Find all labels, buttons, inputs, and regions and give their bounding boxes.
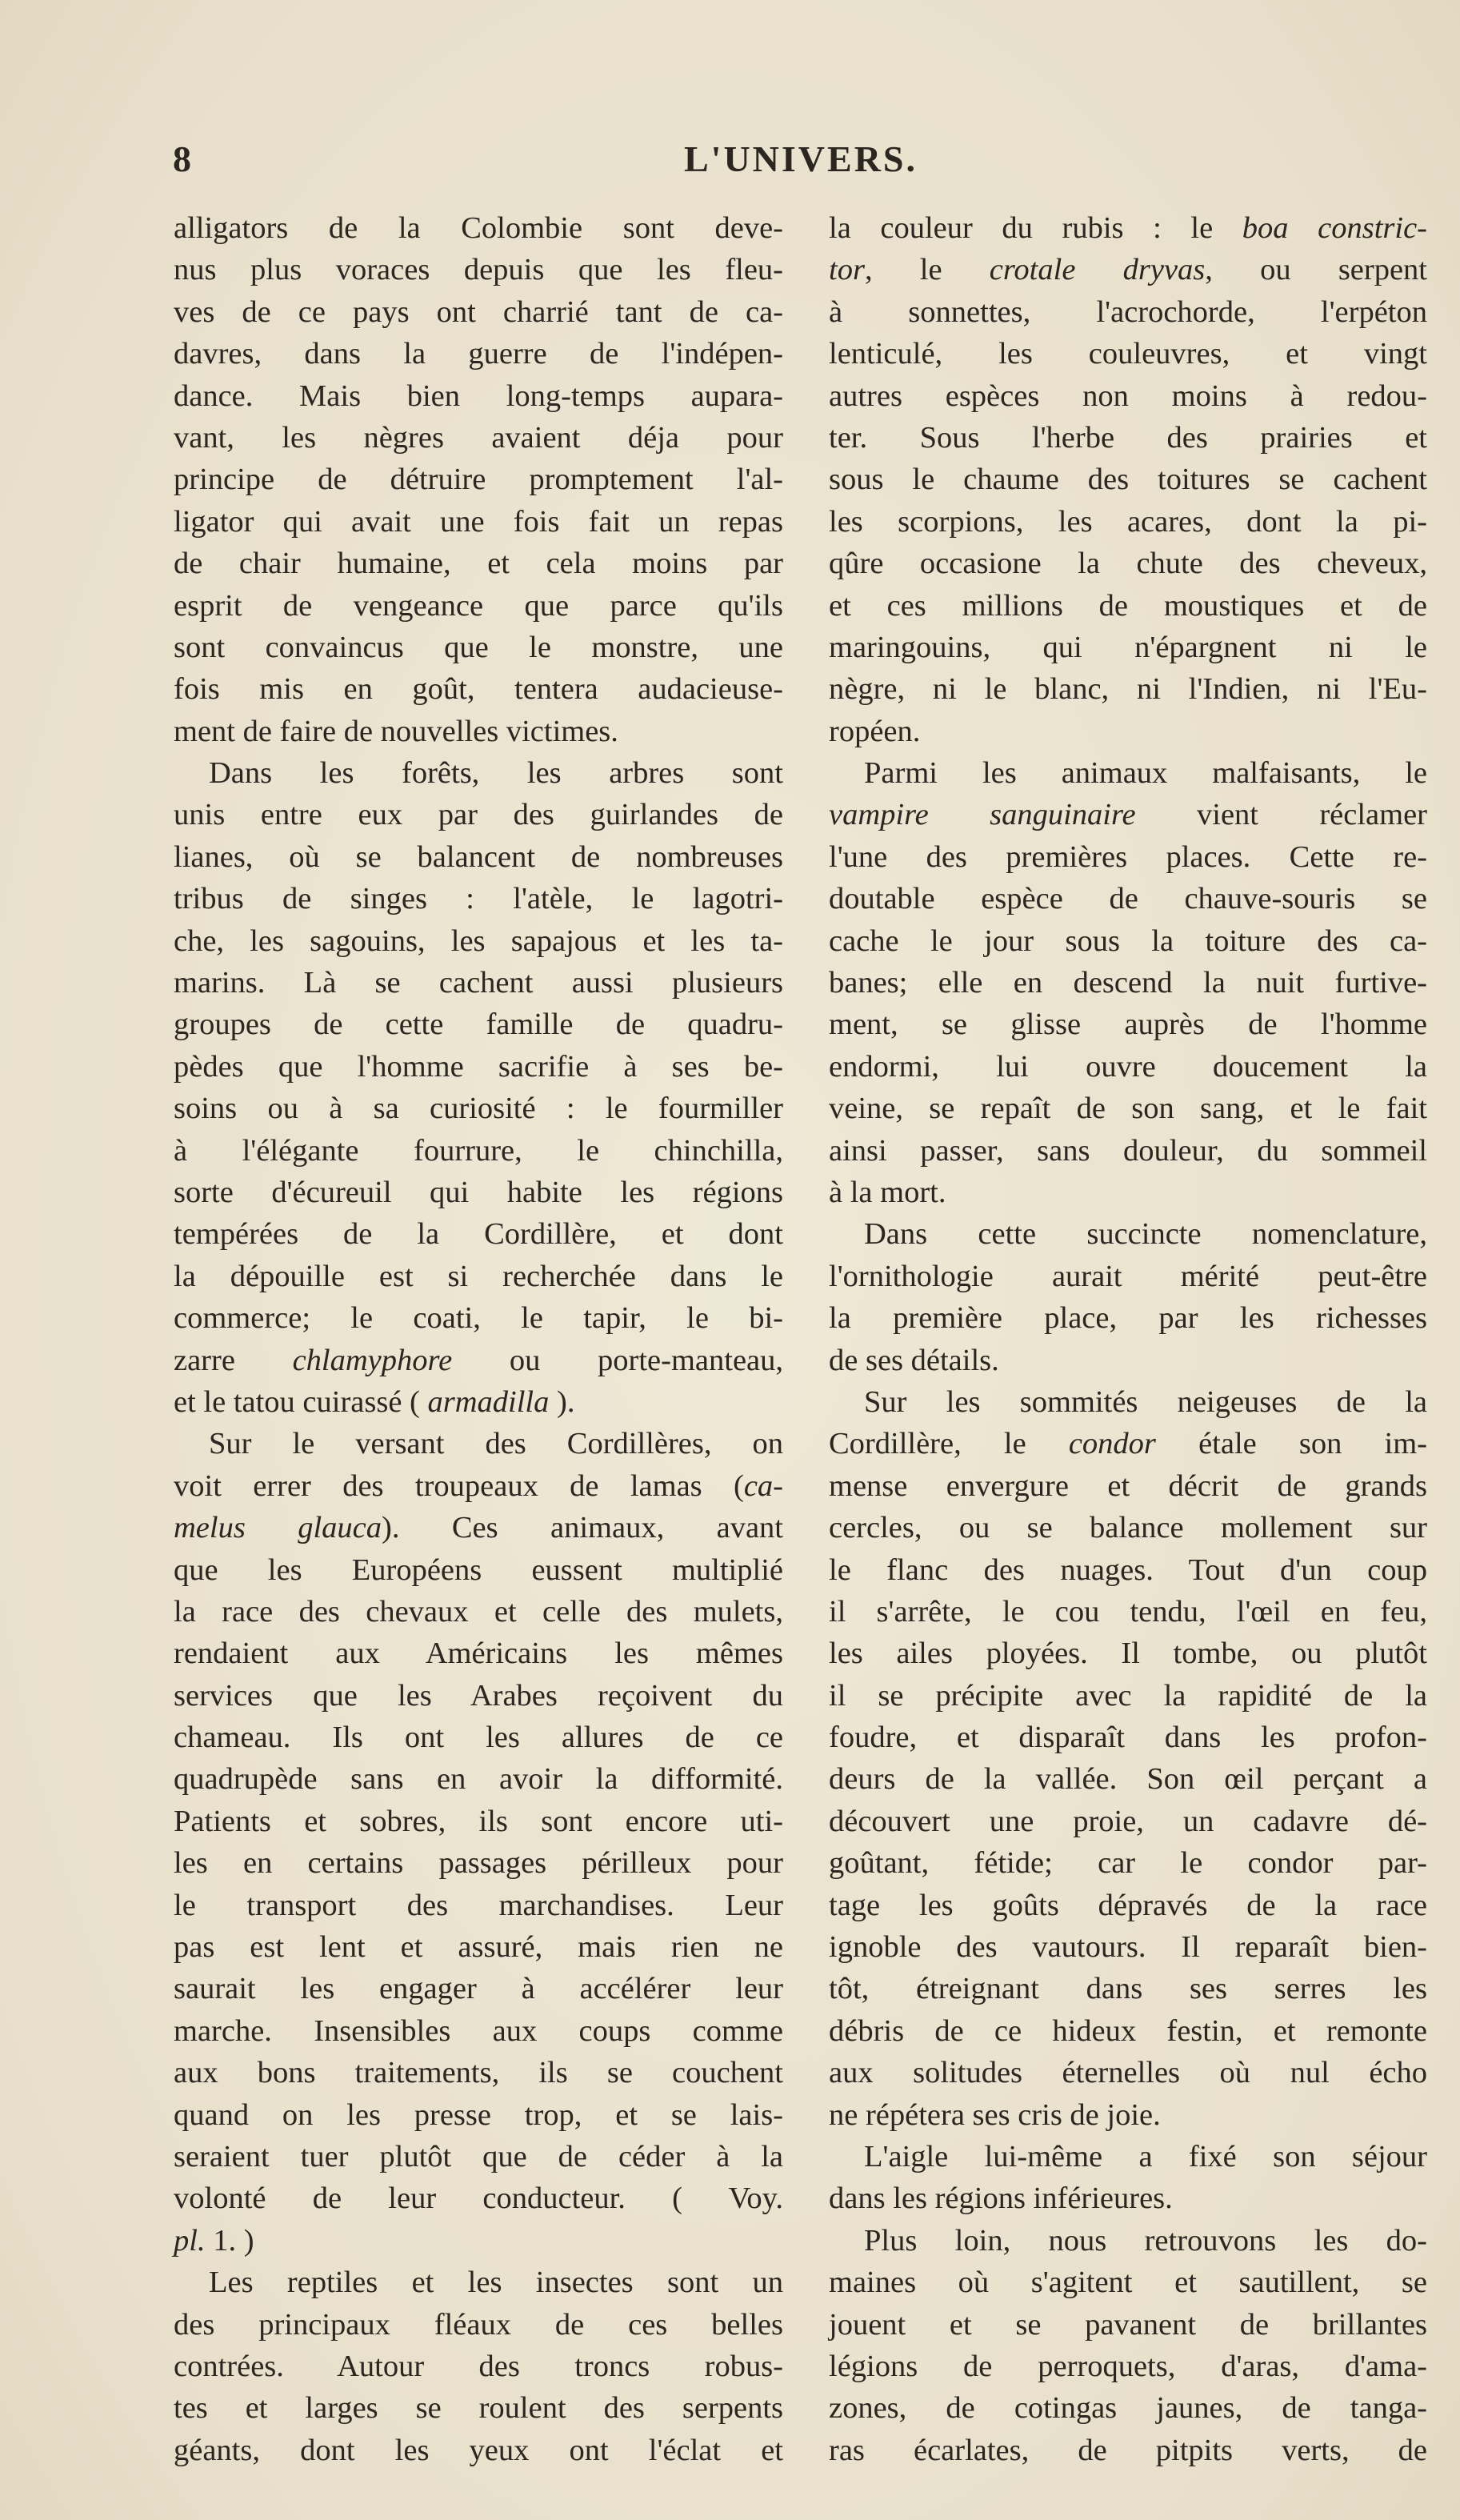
text-line [829, 1423, 1427, 1464]
text-line: fois mis en goût, tentera audacieuse- [174, 672, 783, 707]
text-line: principe de détruire promptement l'al- [174, 463, 783, 497]
text-segment: vient réclamer [1135, 798, 1427, 832]
text-line: alligators de la Colombie sont deve- [174, 211, 783, 245]
text-line: banes; elle en descend la nuit furtive- [829, 966, 1427, 1000]
text-line: la race des chevaux et celle des mulets, [174, 1594, 783, 1629]
paragraph [174, 1423, 783, 2262]
text-line: pèdes que l'homme sacrifie à ses be- [174, 1049, 783, 1084]
text-segment: ou porte-manteau, [452, 1343, 783, 1377]
italic-term: crotale dryvas [989, 253, 1206, 287]
paragraph [829, 1213, 1427, 1381]
text-line: Sur le versant des Cordillères, on [209, 1427, 783, 1461]
text-line: seraient tuer plutôt que de céder à la [174, 2139, 783, 2173]
text-line: zones, de cotingas jaunes, de tanga- [829, 2391, 1427, 2426]
text-line: maines où s'agitent et sautillent, se [829, 2266, 1427, 2300]
text-line: volonté de leur conducteur. ( Voy. [174, 2181, 783, 2216]
text-line: cercles, ou se balance mollement sur [829, 1511, 1427, 1545]
text-line: davres, dans la guerre de l'indépen- [174, 337, 783, 371]
text-line: ment de faire de nouvelles victimes. [174, 714, 618, 748]
text-line: les scorpions, les acares, dont la pi- [829, 504, 1427, 539]
text-line: tempérées de la Cordillère, et dont [174, 1217, 783, 1252]
paragraph [829, 2136, 1427, 2220]
text-line: marins. Là se cachent aussi plusieurs [174, 966, 783, 1000]
text-line: à la mort. [829, 1175, 946, 1209]
text-segment: , le [864, 253, 990, 287]
right-column [829, 207, 1427, 2471]
text-line: ropéen. [829, 714, 921, 748]
italic-term: tor [829, 253, 865, 287]
text-line: endormi, lui ouvre doucement la [829, 1049, 1427, 1084]
text-line: ras écarlates, de pitpits verts, de [829, 2433, 1427, 2467]
text-line: rendaient aux Américains les mêmes [174, 1637, 783, 1671]
text-line: sous le chaume des toitures se cachent [829, 463, 1427, 497]
text-line: sorte d'écureuil qui habite les régions [174, 1175, 783, 1209]
text-line: contrées. Autour des troncs robus- [174, 2349, 783, 2383]
text-line: les en certains passages périlleux pour [174, 1846, 783, 1881]
italic-term: melus glauca [174, 1511, 382, 1545]
italic-term: vampire sanguinaire [829, 798, 1136, 832]
text-line: l'une des premières places. Cette re- [829, 839, 1427, 874]
paragraph [174, 2262, 783, 2471]
text-line: découvert une proie, un cadavre dé- [829, 1804, 1427, 1838]
running-title: L'UNIVERS. [683, 138, 918, 179]
text-line: ligator qui avait une fois fait un repas [174, 504, 783, 539]
text-line: Sur les sommités neigeuses de la [864, 1384, 1427, 1419]
text-line: jouent et se pavanent de brillantes [829, 2307, 1427, 2342]
text-line: aux solitudes éternelles où nul écho [829, 2056, 1427, 2090]
text-line: unis entre eux par des guirlandes de [174, 798, 783, 832]
text-line: sont convaincus que le monstre, une [174, 630, 783, 664]
text-line: Dans les forêts, les arbres sont [209, 756, 783, 791]
text-line: esprit de vengeance que parce qu'ils [174, 588, 783, 623]
text-line: deurs de la vallée. Son œil perçant a [829, 1762, 1427, 1797]
text-line: à sonnettes, l'acrochorde, l'erpéton [829, 294, 1427, 329]
text-line: nègre, ni le blanc, ni l'Indien, ni l'Eu- [829, 672, 1427, 707]
text-line: que les Européens eussent multiplié [174, 1552, 783, 1587]
text-line: Les reptiles et les insectes sont un [209, 2266, 783, 2300]
text-line: de ses détails. [829, 1343, 999, 1377]
text-line: ignoble des vautours. Il reparaît bien- [829, 1930, 1427, 1965]
text-line: débris de ce hideux festin, et remonte [829, 2013, 1427, 2048]
left-column [174, 207, 783, 2471]
text-line: légions de perroquets, d'aras, d'ama- [829, 2349, 1427, 2383]
italic-term: pl. [174, 2223, 206, 2258]
text-line: doutable espèce de chauve-souris se [829, 882, 1427, 916]
text-line [174, 1381, 783, 1423]
text-line [174, 1507, 783, 1548]
text-segment: zarre [174, 1343, 293, 1377]
text-line [829, 794, 1427, 835]
text-line: le transport des marchandises. Leur [174, 1888, 783, 1922]
text-line: Parmi les animaux malfaisants, le [864, 756, 1427, 791]
text-line: tôt, étreignant dans ses serres les [829, 1972, 1427, 2006]
paragraph [174, 752, 783, 1423]
text-line: commerce; le coati, le tapir, le bi- [174, 1301, 783, 1336]
text-line: des principaux fléaux de ces belles [174, 2307, 783, 2342]
italic-term: ca- [743, 1468, 783, 1503]
paragraph [829, 752, 1427, 1213]
text-line: les ailes ployées. Il tombe, ou plutôt [829, 1637, 1427, 1671]
text-line: lenticulé, les couleuvres, et vingt [829, 337, 1427, 371]
paragraph [829, 1381, 1427, 2136]
text-line: goûtant, fétide; car le condor par- [829, 1846, 1427, 1881]
text-segment: ). Ces animaux, avant [382, 1511, 783, 1545]
text-line: services que les Arabes reçoivent du [174, 1678, 783, 1713]
text-line: la dépouille est si recherchée dans le [174, 1259, 783, 1293]
text-line: le flanc des nuages. Tout d'un coup [829, 1552, 1427, 1587]
text-line: chameau. Ils ont les allures de ce [174, 1721, 783, 1755]
text-segment: voit errer des troupeaux de lamas ( [174, 1468, 744, 1503]
text-line: vant, les nègres avaient déja pour [174, 420, 783, 455]
text-line: l'ornithologie aurait mérité peut-être [829, 1259, 1427, 1293]
text-segment: , ou serpent [1205, 253, 1427, 287]
text-line: ment, se glisse auprès de l'homme [829, 1008, 1427, 1042]
text-line: pas est lent et assuré, mais rien ne [174, 1930, 783, 1965]
text-line: foudre, et disparaît dans les profon- [829, 1721, 1427, 1755]
text-segment: Cordillère, le [829, 1427, 1069, 1461]
text-line: Dans cette succincte nomenclature, [864, 1217, 1427, 1252]
text-segment: et le tatou cuirassé ( [174, 1384, 428, 1419]
text-line: L'aigle lui-même a fixé son séjour [864, 2139, 1427, 2173]
text-line: qûre occasione la chute des cheveux, [829, 547, 1427, 581]
text-line [829, 207, 1427, 249]
text-line: veine, se repaît de son sang, et le fait [829, 1092, 1427, 1126]
italic-term: armadilla [427, 1384, 550, 1419]
text-line [174, 1465, 783, 1507]
text-line: quand on les presse trop, et se lais- [174, 2097, 783, 2132]
italic-term: boa constric- [1242, 211, 1427, 245]
text-line: tage les goûts dépravés de la race [829, 1888, 1427, 1922]
text-line: groupes de cette famille de quadru- [174, 1008, 783, 1042]
text-segment: étale son im- [1155, 1427, 1427, 1461]
page-number: 8 [173, 138, 191, 179]
text-line: marche. Insensibles aux coups comme [174, 2013, 783, 2048]
italic-term: chlamyphore [292, 1343, 453, 1377]
text-line: ter. Sous l'herbe des prairies et [829, 420, 1427, 455]
text-segment: la couleur du rubis : le [829, 211, 1242, 245]
text-line: tes et larges se roulent des serpents [174, 2391, 783, 2426]
text-line [829, 249, 1427, 290]
text-line: aux bons traitements, ils se couchent [174, 2056, 783, 2090]
text-line: che, les sagouins, les sapajous et les ta- [174, 923, 783, 958]
text-line: de chair humaine, et cela moins par [174, 547, 783, 581]
text-line: géants, dont les yeux ont l'éclat et [174, 2433, 783, 2467]
paragraph [829, 207, 1427, 752]
text-line: Plus loin, nous retrouvons les do- [864, 2223, 1427, 2258]
italic-term: condor [1068, 1427, 1156, 1461]
text-segment: ). [549, 1384, 575, 1419]
text-line: et ces millions de moustiques et de [829, 588, 1427, 623]
text-line: soins ou à sa curiosité : le fourmiller [174, 1092, 783, 1126]
paragraph [829, 2220, 1427, 2471]
text-line: nus plus voraces depuis que les fleu- [174, 253, 783, 287]
text-segment: 1. ) [205, 2223, 254, 2258]
text-line: autres espèces non moins à redou- [829, 379, 1427, 413]
paragraph [174, 207, 783, 752]
text-line: maringouins, qui n'épargnent ni le [829, 630, 1427, 664]
text-line: ne répétera ses cris de joie. [829, 2097, 1161, 2132]
text-line: lianes, où se balancent de nombreuses [174, 839, 783, 874]
text-line: saurait les engager à accélérer leur [174, 1972, 783, 2006]
text-line: la première place, par les richesses [829, 1301, 1427, 1336]
text-line: il s'arrête, le cou tendu, l'œil en feu, [829, 1594, 1427, 1629]
text-line [174, 1340, 783, 1381]
text-line: ves de ce pays ont charrié tant de ca- [174, 294, 783, 329]
text-line: Patients et sobres, ils sont encore uti- [174, 1804, 783, 1838]
text-line: mense envergure et décrit de grands [829, 1468, 1427, 1503]
text-line: tribus de singes : l'atèle, le lagotri- [174, 882, 783, 916]
page-header [173, 138, 1429, 186]
text-line: cache le jour sous la toiture des ca- [829, 923, 1427, 958]
text-line: quadrupède sans en avoir la difformité. [174, 1762, 783, 1797]
text-line [174, 2220, 783, 2262]
text-line: dance. Mais bien long-temps aupara- [174, 379, 783, 413]
text-line: dans les régions inférieures. [829, 2181, 1173, 2216]
text-line: il se précipite avec la rapidité de la [829, 1678, 1427, 1713]
text-line: à l'élégante fourrure, le chinchilla, [174, 1133, 783, 1168]
text-line: ainsi passer, sans douleur, du sommeil [829, 1133, 1427, 1168]
